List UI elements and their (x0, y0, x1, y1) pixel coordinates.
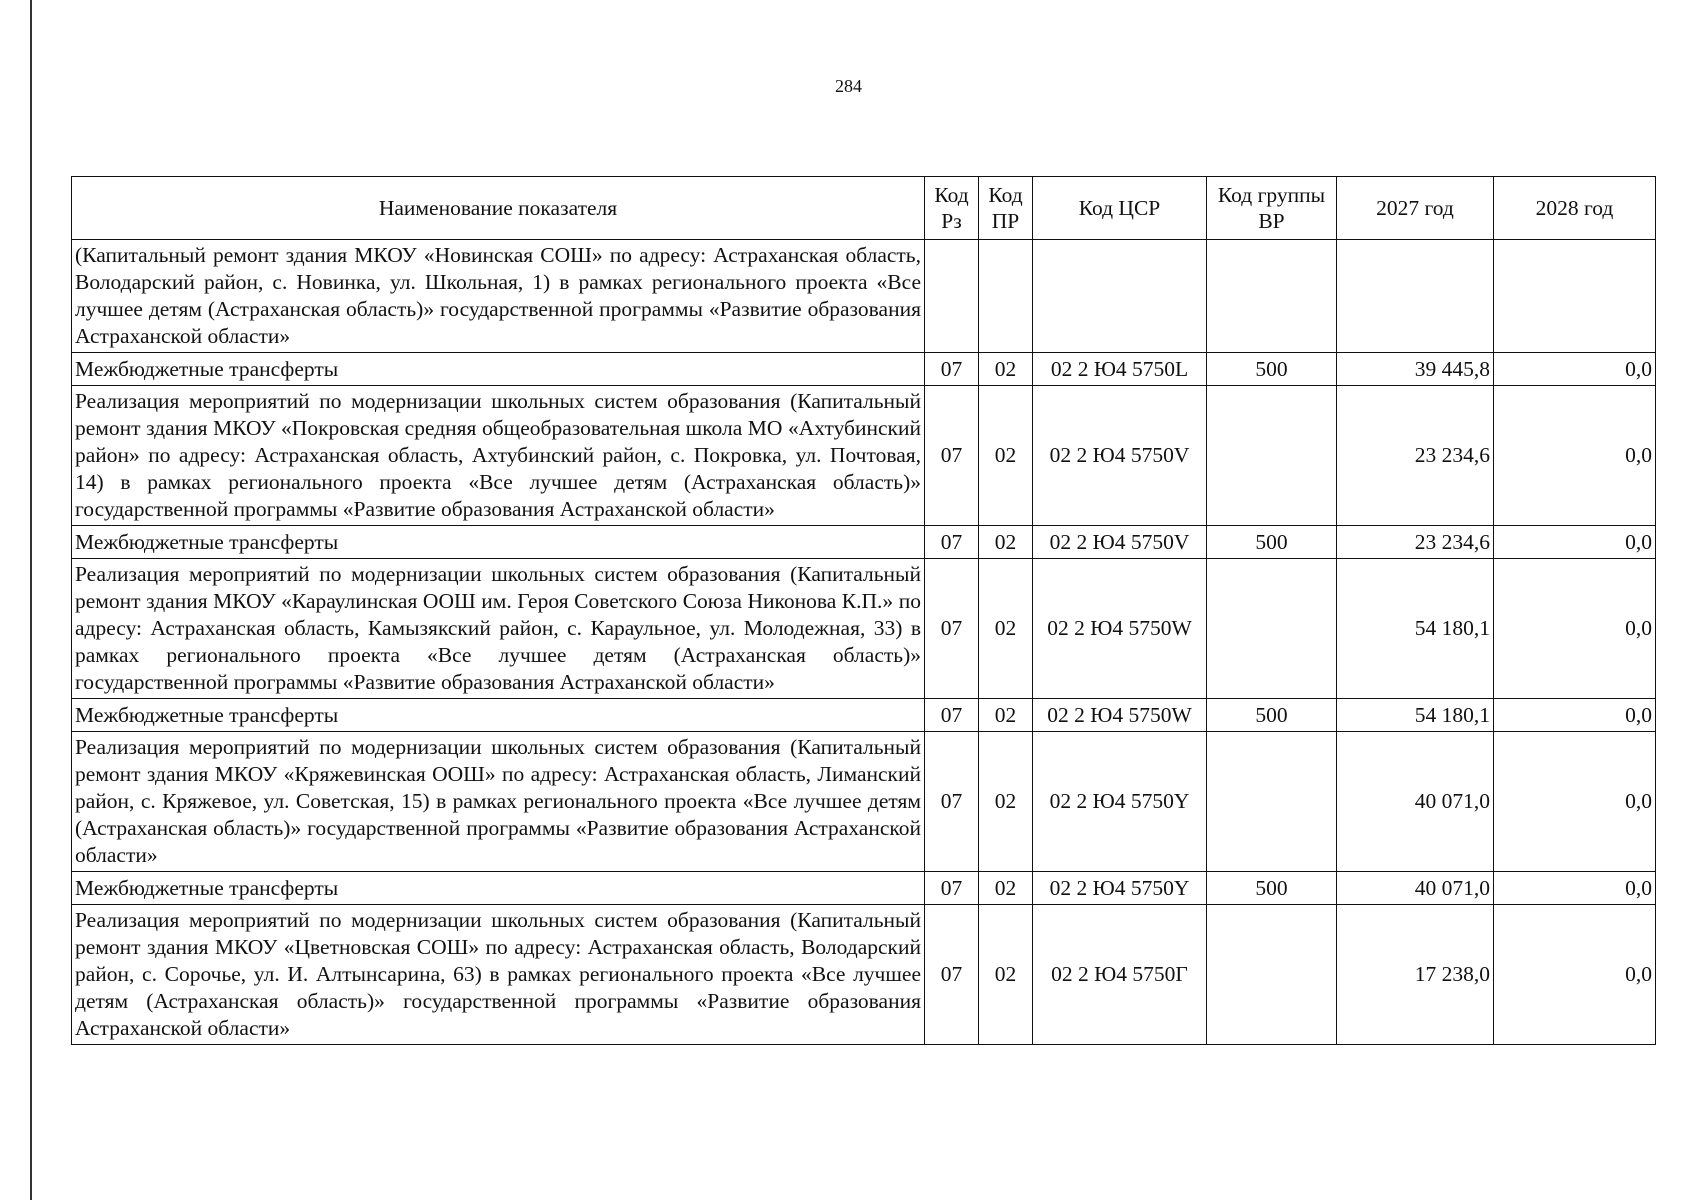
row-2028: 0,0 (1494, 386, 1656, 526)
row-vr (1207, 386, 1337, 526)
row-csr: 02 2 Ю4 5750L (1033, 353, 1207, 386)
row-2027: 23 234,6 (1337, 386, 1494, 526)
binding-line (30, 0, 32, 1200)
row-2028: 0,0 (1494, 526, 1656, 559)
row-csr: 02 2 Ю4 5750W (1033, 699, 1207, 732)
row-2028: 0,0 (1494, 732, 1656, 872)
row-name: Реализация мероприятий по модернизации школьных систем образования (Капитальный ремонт здания МКОУ «Покровская средняя общеобразовательная школа МО «Ахтубинский район» по адресу: Астраханская область, Ахтубинский район, с. Покровка, ул. Почтовая, 14) в рамках регионального проекта «Все лучшее детям (Астраханская область)» государственной программы «Развитие образования Астраханской области» (72, 386, 925, 526)
header-name: Наименование показателя (72, 177, 925, 240)
row-2028: 0,0 (1494, 353, 1656, 386)
row-2027 (1337, 240, 1494, 353)
row-rz: 07 (925, 732, 979, 872)
table-header-row (72, 177, 1656, 240)
row-pr: 02 (979, 353, 1033, 386)
row-2028: 0,0 (1494, 559, 1656, 699)
table-row (72, 732, 1656, 872)
row-csr: 02 2 Ю4 5750Y (1033, 732, 1207, 872)
row-name: (Капитальный ремонт здания МКОУ «Новинская СОШ» по адресу: Астраханская область, Володарский район, с. Новинка, ул. Школьная, 1) в рамках регионального проекта «Все лучшее детям (Астраханская область)» государственной программы «Развитие образования Астраханской области» (72, 240, 925, 353)
row-vr (1207, 732, 1337, 872)
row-vr (1207, 240, 1337, 353)
table-row (72, 526, 1656, 559)
row-2028: 0,0 (1494, 872, 1656, 905)
row-name: Межбюджетные трансферты (72, 353, 925, 386)
row-2027: 40 071,0 (1337, 872, 1494, 905)
row-pr: 02 (979, 526, 1033, 559)
row-2027: 54 180,1 (1337, 699, 1494, 732)
row-vr: 500 (1207, 353, 1337, 386)
row-pr: 02 (979, 699, 1033, 732)
row-pr: 02 (979, 872, 1033, 905)
row-name: Реализация мероприятий по модернизации школьных систем образования (Капитальный ремонт здания МКОУ «Караулинская ООШ им. Героя Советского Союза Никонова К.П.» по адресу: Астраханская область, Камызякский район, с. Караульное, ул. Молодежная, 33) в рамках регионального проекта «Все лучшее детям (Астраханская область)» государственной программы «Развитие образования Астраханской области» (72, 559, 925, 699)
table-row (72, 353, 1656, 386)
header-2028: 2028 год (1494, 177, 1656, 240)
row-2028: 0,0 (1494, 905, 1656, 1045)
header-csr: Код ЦСР (1033, 177, 1207, 240)
row-rz: 07 (925, 526, 979, 559)
row-vr (1207, 559, 1337, 699)
header-pr: Код ПР (979, 177, 1033, 240)
row-pr: 02 (979, 559, 1033, 699)
row-vr: 500 (1207, 699, 1337, 732)
row-rz: 07 (925, 353, 979, 386)
table-row (72, 386, 1656, 526)
table-row (72, 240, 1656, 353)
table-row (72, 905, 1656, 1045)
header-2027: 2027 год (1337, 177, 1494, 240)
row-name: Межбюджетные трансферты (72, 872, 925, 905)
row-2027: 39 445,8 (1337, 353, 1494, 386)
row-2027: 54 180,1 (1337, 559, 1494, 699)
row-rz (925, 240, 979, 353)
row-rz: 07 (925, 872, 979, 905)
row-name: Реализация мероприятий по модернизации школьных систем образования (Капитальный ремонт здания МКОУ «Цветновская СОШ» по адресу: Астраханская область, Володарский район, с. Сорочье, ул. И. Алтынсарина, 63) в рамках регионального проекта «Все лучшее детям (Астраханская область)» государственной программы «Развитие образования Астраханской области» (72, 905, 925, 1045)
page-number: 284 (835, 76, 862, 96)
row-pr (979, 240, 1033, 353)
row-rz: 07 (925, 699, 979, 732)
table-row (72, 872, 1656, 905)
row-csr (1033, 240, 1207, 353)
row-pr: 02 (979, 905, 1033, 1045)
row-rz: 07 (925, 559, 979, 699)
row-name: Межбюджетные трансферты (72, 526, 925, 559)
header-rz: Код Рз (925, 177, 979, 240)
row-vr: 500 (1207, 872, 1337, 905)
row-2027: 17 238,0 (1337, 905, 1494, 1045)
header-vr: Код группы ВР (1207, 177, 1337, 240)
table-row (72, 559, 1656, 699)
row-name: Реализация мероприятий по модернизации школьных систем образования (Капитальный ремонт здания МКОУ «Кряжевинская ООШ» по адресу: Астраханская область, Лиманский район, с. Кряжевое, ул. Советская, 15) в рамках регионального проекта «Все лучшее детям (Астраханская область)» государственной программы «Развитие образования Астраханской области» (72, 732, 925, 872)
row-vr (1207, 905, 1337, 1045)
row-csr: 02 2 Ю4 5750Г (1033, 905, 1207, 1045)
row-pr: 02 (979, 386, 1033, 526)
row-vr: 500 (1207, 526, 1337, 559)
row-2028: 0,0 (1494, 699, 1656, 732)
row-rz: 07 (925, 386, 979, 526)
row-csr: 02 2 Ю4 5750V (1033, 526, 1207, 559)
row-2028 (1494, 240, 1656, 353)
row-name: Межбюджетные трансферты (72, 699, 925, 732)
row-pr: 02 (979, 732, 1033, 872)
table-row (72, 699, 1656, 732)
row-csr: 02 2 Ю4 5750Y (1033, 872, 1207, 905)
row-csr: 02 2 Ю4 5750V (1033, 386, 1207, 526)
row-csr: 02 2 Ю4 5750W (1033, 559, 1207, 699)
row-2027: 23 234,6 (1337, 526, 1494, 559)
row-rz: 07 (925, 905, 979, 1045)
budget-table (71, 176, 1656, 1045)
row-2027: 40 071,0 (1337, 732, 1494, 872)
